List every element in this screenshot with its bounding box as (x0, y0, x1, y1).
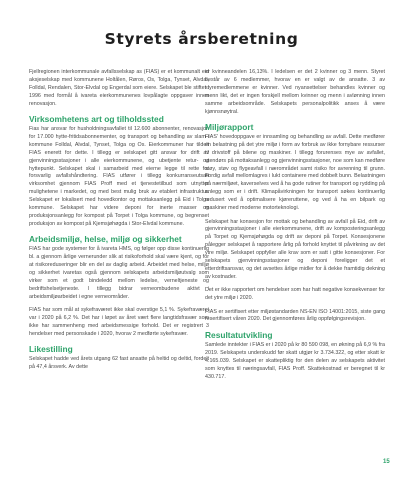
likestilling-continued-paragraph: er kvinneandelen 16,13%. I ledelsen er det 2 kvinner og 3 menn. Styret består av 6 medlemmer, hvorav en er valgt av de ansatte. 3 av styremedlemmene er kvinner. Ved nyansettelser behandles kvinner og menn likt, det er ingen forskjell mellom kvinner og menn i avlønning innen samme arbeidsområde. Selskapets personalpolitikk anses å være kjønnsnøytral. (205, 69, 385, 115)
heading-resultatutvikling: Resultatutvikling (205, 329, 273, 340)
virksomhet-paragraph: Fias har ansvar for husholdningsavfallet til 12.600 abonnenter, renovasjon for 17.000 hytte-fritidsabonnementer, og transport og behandling av slam i kommune Folldal, Alvdal, Tynset, Tolga og Os. Eierkommuner har tildelt FIAS enerett for dette. I tillegg er selskapet gitt ansvar for drift av gjenvinningsstasjoner i alle eierkommunene, og ubetjente retur- og hyttepunkt. Selskapet skal i samarbeid med eierne legge til rette for forsvarlig avfallshåndtering. FIAS utfører i tillegg konkurranseutsatt virksomhet gjennom FIAS Proff med et tjenestetilbud som utnytter mulighetene i markedet, og med best mulig bruk av etablert infrastruktur. Selskapet er lokalisert med hovedkontor og mottaksanlegg på Eid i Tolga kommune. Selskapet har videre deponi for inerte masser og produksjonsanlegg for kompost på Torpet i Tolga kommune, og begrenset produksjon av kompost på Kjemsjøhøgda i Stor-Elvdal kommune. (29, 126, 209, 227)
konsesjon-paragraph: Selskapet har konsesjon for mottak og behandling av avfall på Eid, drift av gjenvinningsstasjoner i alle eierkommunene, drift av komposteringsanlegg på Torpet og Kjemsjøhøgda og drift av deponi på Torpet. Konsesjonene pålegger selskapet å rapportere årlig på forhold knyttet til påvirkning av det ytre miljø. Selskapet oppfyller alle krav som er satt i gitte konsesjoner. For selskapets gjenvinningsstasjoner og deponi foreligger det et etterdriftsansvar, og det avsettes årlige midler for å dekke framtidig dekning av kostnader. (205, 218, 385, 280)
hendelser-paragraph: Det er ikke rapportert om hendelser som har hatt negative konsekvenser for det ytre miljø i 2020. (205, 287, 385, 302)
hms-paragraph: FIAS har gode systemer for å ivareta HMS, og følger opp disse kontinuerlig bl. a gjennom årlige vernerunder slik at risikoforhold skal være kjent, og for at risikoreduseringer blir en del av daglig arbeid. Arbeidet med helse, miljø og sikkerhet ivaretas også gjennom selskapets arbeidsmiljøutvalg som virker som et godt bindeledd mellom ledelse, verneltjeneste og bedriftshelsetjeneste. I tillegg bidrar verneombudene aktivt i arbeidsmiljøarbeidet i egne verneområder. (29, 246, 209, 300)
likestilling-paragraph: Selskapet hadde ved årets utgang 62 fast ansatte på heltid og deltid, fordelt på 47,4 årsverk. Av dette (29, 356, 209, 371)
iso-paragraph: FIAS er sertifisert etter miljøstandarden NS-EN ISO 14001:2015, siste gang resertifisert våren 2020. Det gjennomføres årlig oppfølgingsrevisjon. (205, 308, 385, 323)
page-number: 15 (383, 459, 390, 465)
heading-arbeidsmiljo: Arbeidsmiljø, helse, miljø og sikkerhet (29, 234, 182, 245)
heading-virksomhet: Virksomhetens art og tilholdssted (29, 114, 164, 125)
right-column (205, 69, 385, 387)
left-column (29, 69, 209, 378)
miljo-paragraph: FIAS' hovedoppgave er innsamling og behandling av avfall. Dette medfører en belastning på det ytre miljø i form av forbruk av ikke fornybare ressurser til drivstoff på bilene og maskiner. I tillegg forurenses mye av avfallet, utendørs på mottaksanlegg og gjenvinningsstasjoner, noe som kan medføre støy, støv og flygeavfall i nærområdet samt risiko for avrenning til grunn. Fordig avfall mellomlagres i lukt containere med dobbelt bunn. Belastningen på nærmiljøet, kaverselves ved å ha gode rutiner for transport og rydding på anlegg som er i drift. Klimapåvirkningen for transport søkes kontinuerlig redusert ved å optimalisere kjøreruttene, og ved å ha en bilpark og maskiner med moderne motorteknologi. (205, 133, 385, 212)
page-title: Styrets årsberetning (104, 30, 299, 48)
heading-miljorapport: Miljørapport (205, 121, 254, 132)
resultat-paragraph: Samlede inntekter i FIAS er i 2020 på kr 80 590 098, en økning på 6,9 % fra 2019. Selskapets underskudd før skatt utgjør kr 3.734.322, og etter skatt kr 4.165.039. Selskapet er skattepliktig for den delen av selskapets aktivitet som knyttes til næringsavfall, FIAS Proff. Skattekostnad er beregnet til kr 430.717. (205, 341, 385, 380)
heading-likestilling: Likestilling (29, 344, 73, 355)
intro-paragraph: Fjellregionen interkommunale avfallsselskap as (FIAS) er et kommunalt eid aksjeselskap med kommunene Holtålen, Røros, Os, Tolga, Tynset, Alvdal, Folldal, Rendalen, Stor-Elvdal og Engerdal som eiere. Selskapet ble stiftet i 1996 med formål å ivareta eierkommunenes lovpålagte oppgaver innen renovasjon. (29, 69, 209, 107)
sykefravaer-paragraph: FIAS har som mål at sykefraværet ikke skal overstige 5,1 %. Sykefraværet var i 2020 på 6,2 %. Det har i løpet av året vært flere langtidsfravær som ikke har sammenheng med arbeidsmessige forhold. Det er registrert 3 hendelser med personskade i 2020, hvorav 2 medførte sykefravær. (29, 307, 209, 337)
